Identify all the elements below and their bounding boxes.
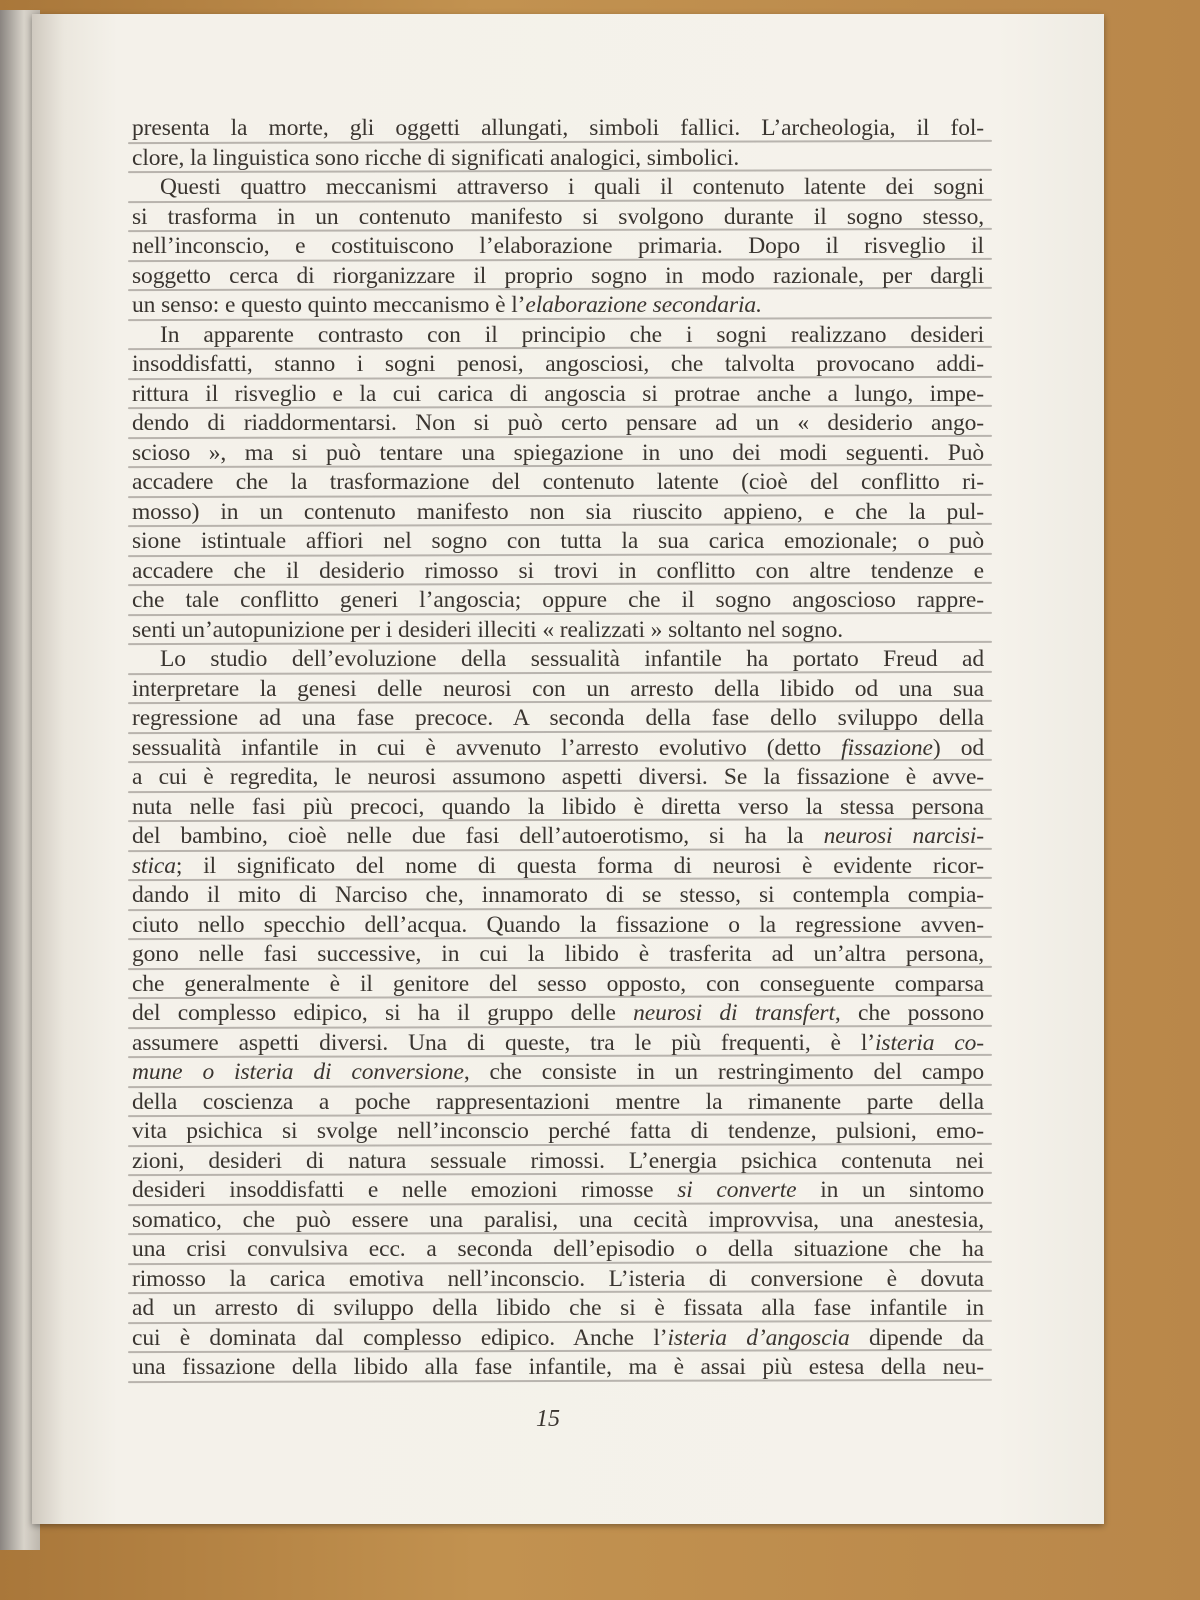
- text-line: [132, 911, 984, 941]
- italic-term: mune o isteria di conversione: [132, 1059, 464, 1085]
- text-line-content: [132, 675, 984, 705]
- text-line-content: [132, 1265, 984, 1295]
- text-segment: assumere aspetti diversi. Una di queste, tra le più frequenti, è l’: [132, 1029, 875, 1056]
- text-segment: che generalmente è il genitore del sesso opposto, con conseguente comparsa: [132, 970, 984, 997]
- text-line: [132, 557, 984, 587]
- text-line-content: [132, 114, 984, 144]
- text-segment: ciuto nello specchio dell’acqua. Quando la fissazione o la regressione avven-: [132, 911, 984, 938]
- text-line: [132, 1235, 984, 1265]
- text-segment: si trasforma in un contenuto manifesto si svolgono durante il sogno stesso,: [132, 203, 984, 230]
- text-segment: della coscienza a poche rappresentazioni mentre la rimanente parte della: [132, 1088, 984, 1115]
- text-segment: In apparente contrasto con il principio che i sogni realizzano desideri: [160, 321, 984, 348]
- text-line: [132, 144, 984, 174]
- text-line: [132, 380, 984, 410]
- text-line-content: [132, 852, 984, 882]
- text-segment: gono nelle fasi successive, in cui la libido è trasferita ad un’altra persona,: [132, 941, 984, 967]
- text-line: [132, 439, 984, 469]
- text-line-content: [160, 173, 984, 203]
- text-segment: accadere che la trasformazione del contenuto latente (cioè del conflitto ri-: [132, 469, 984, 495]
- italic-term: isteria co-: [874, 1029, 984, 1056]
- text-segment: regressione ad una fase precoce. A seconda della fase dello sviluppo della: [132, 705, 984, 731]
- text-segment: presenta la morte, gli oggetti allungati, simboli fallici. L’archeologia, il fol-: [132, 115, 984, 141]
- text-segment: soggetto cerca di riorganizzare il proprio sogno in modo razionale, per dargli: [132, 262, 984, 289]
- text-line-content: [132, 291, 984, 321]
- text-line-content: [132, 734, 984, 764]
- text-segment: , che consiste in un restringimento del campo: [463, 1059, 984, 1085]
- text-segment: cui è dominata dal complesso edipico. Anche l’: [132, 1324, 668, 1351]
- text-line-content: [160, 321, 984, 351]
- text-line-content: [132, 793, 984, 823]
- text-line: [132, 970, 984, 1000]
- text-line-content: [132, 439, 984, 469]
- text-line: [132, 586, 984, 616]
- text-segment: del complesso edipico, si ha il gruppo delle: [132, 1000, 634, 1026]
- text-line: [132, 1147, 984, 1177]
- text-line: [132, 527, 984, 557]
- text-line: [132, 763, 984, 793]
- book-page: [32, 14, 1104, 1524]
- text-segment: in un sintomo: [796, 1177, 984, 1203]
- text-segment: una fissazione della libido alla fase infantile, ma è assai più estesa della neu-: [132, 1354, 984, 1380]
- text-line-content: [132, 1088, 984, 1118]
- text-line: [132, 1029, 984, 1059]
- text-segment: nell’inconscio, e costituiscono l’elaborazione primaria. Dopo il risveglio il: [132, 233, 984, 259]
- text-segment: Questi quattro meccanismi attraverso i quali il contenuto latente dei sogni: [160, 174, 984, 200]
- text-line-content: [132, 527, 984, 557]
- text-line: [132, 498, 984, 528]
- text-line: [132, 1324, 984, 1354]
- text-segment: un senso: e questo quinto meccanismo è l’: [132, 292, 526, 318]
- text-line-content: [132, 704, 984, 734]
- text-line: [132, 940, 984, 970]
- text-line-content: [132, 1029, 984, 1059]
- text-line-content: [132, 616, 984, 646]
- text-line-content: [132, 498, 984, 528]
- text-segment: accadere che il desiderio rimosso si trovi in conflitto con altre tendenze e: [132, 557, 984, 584]
- italic-term: neurosi narcisi-: [823, 823, 984, 849]
- text-segment: Lo studio dell’evoluzione della sessualità infantile ha portato Freud ad: [160, 646, 984, 672]
- text-line-content: [132, 380, 984, 410]
- text-segment: del bambino, cioè nelle due fasi dell’autoerotismo, si ha la: [132, 823, 824, 849]
- text-line: [132, 114, 984, 144]
- text-line-content: [132, 468, 984, 498]
- text-segment: zioni, desideri di natura sessuale rimossi. L’energia psichica contenuta nei: [132, 1147, 984, 1174]
- italic-term: si converte: [677, 1177, 797, 1203]
- italic-term: fissazione: [841, 734, 933, 761]
- text-segment: ad un arresto di sviluppo della libido che si è fissata alla fase infantile in: [132, 1295, 984, 1321]
- text-line: [132, 616, 984, 646]
- text-line-content: [132, 144, 984, 174]
- italic-term: neurosi di transfert: [633, 1000, 835, 1026]
- text-line-content: [132, 262, 984, 292]
- text-segment: sessualità infantile in cui è avvenuto l’arresto evolutivo (detto: [132, 734, 842, 761]
- text-line: [132, 1294, 984, 1324]
- body-text: [132, 114, 984, 1383]
- text-line: [132, 852, 984, 882]
- text-line-content: [132, 911, 984, 941]
- text-line: [132, 232, 984, 262]
- text-segment: nuta nelle fasi più precoci, quando la libido è diretta verso la stessa persona: [132, 793, 984, 820]
- text-segment: ) od: [932, 734, 984, 761]
- text-line: [132, 321, 984, 351]
- text-segment: dendo di riaddormentarsi. Non si può certo pensare ad un « desiderio ango-: [132, 410, 984, 436]
- text-line-content: [132, 970, 984, 1000]
- text-segment: dando il mito di Narciso che, innamorato di se stesso, si contempla compia-: [132, 882, 984, 908]
- text-line-content: [132, 1206, 984, 1236]
- text-line: [132, 1265, 984, 1295]
- text-line: [132, 1058, 984, 1088]
- text-segment: , che possono: [834, 1000, 984, 1026]
- text-line-content: [132, 1058, 984, 1088]
- text-line: [132, 291, 984, 321]
- page-number: 15: [536, 1406, 560, 1432]
- text-segment: somatico, che può essere una paralisi, una cecità improvvisa, una anestesia,: [132, 1206, 984, 1233]
- text-segment: rimosso la carica emotiva nell’inconscio. L’isteria di conversione è dovuta: [132, 1265, 984, 1292]
- text-line: [132, 409, 984, 439]
- text-line-content: [132, 1117, 984, 1147]
- text-line-content: [132, 232, 984, 262]
- text-line-content: [160, 645, 984, 675]
- text-line-content: [132, 1353, 984, 1383]
- text-line: [132, 350, 984, 380]
- text-segment: dipende da: [849, 1324, 984, 1351]
- text-line-content: [132, 1147, 984, 1177]
- text-line-content: [132, 1176, 984, 1206]
- text-line: [132, 173, 984, 203]
- text-line-content: [132, 350, 984, 380]
- text-line: [132, 704, 984, 734]
- text-line: [132, 999, 984, 1029]
- text-segment: che tale conflitto generi l’angoscia; oppure che il sogno angoscioso rappre-: [132, 587, 984, 613]
- text-line: [132, 881, 984, 911]
- text-segment: scioso », ma si può tentare una spiegazione in uno dei modi seguenti. Può: [132, 439, 984, 466]
- text-line: [132, 1206, 984, 1236]
- text-segment: desideri insoddisfatti e nelle emozioni rimosse: [132, 1177, 678, 1203]
- italic-term: elaborazione secondaria.: [525, 292, 762, 318]
- text-segment: ; il significato del nome di questa forma di neurosi è evidente ricor-: [175, 852, 984, 879]
- text-line: [132, 645, 984, 675]
- text-line: [132, 1176, 984, 1206]
- text-segment: clore, la linguistica sono ricche di significati analogici, simbolici.: [132, 144, 740, 171]
- text-line: [132, 1117, 984, 1147]
- text-segment: mosso) in un contenuto manifesto non sia riuscito appieno, e che la pul-: [132, 498, 984, 525]
- text-line-content: [132, 1324, 984, 1354]
- text-line-content: [132, 557, 984, 587]
- text-segment: sione istintuale affiori nel sogno con tutta la sua carica emozionale; o può: [132, 528, 984, 554]
- text-line: [132, 1353, 984, 1383]
- text-line: [132, 1088, 984, 1118]
- text-segment: interpretare la genesi delle neurosi con un arresto della libido od una sua: [132, 675, 984, 702]
- text-segment: insoddisfatti, stanno i sogni penosi, angosciosi, che talvolta provocano addi-: [132, 351, 984, 377]
- text-line: [132, 675, 984, 705]
- text-line-content: [132, 1294, 984, 1324]
- text-line-content: [132, 822, 984, 852]
- text-segment: vita psichica si svolge nell’inconscio perché fatta di tendenze, pulsioni, emo-: [132, 1118, 984, 1144]
- text-line: [132, 734, 984, 764]
- text-line-content: [132, 999, 984, 1029]
- text-line-content: [132, 763, 984, 793]
- text-segment: senti un’autopunizione per i desideri illeciti « realizzati » soltanto nel sogno.: [132, 616, 844, 643]
- text-line: [132, 793, 984, 823]
- text-segment: rittura il risveglio e la cui carica di angoscia si protrae anche a lungo, impe-: [132, 380, 984, 407]
- text-line: [132, 468, 984, 498]
- text-line: [132, 822, 984, 852]
- italic-term: isteria d’angoscia: [667, 1324, 850, 1351]
- text-line-content: [132, 203, 984, 233]
- italic-term: stica: [132, 852, 176, 879]
- text-line-content: [132, 586, 984, 616]
- text-line-content: [132, 940, 984, 970]
- text-line-content: [132, 409, 984, 439]
- text-segment: a cui è regredita, le neurosi assumono aspetti diversi. Se la fissazione è avve-: [132, 764, 984, 790]
- text-line-content: [132, 881, 984, 911]
- text-line-content: [132, 1235, 984, 1265]
- text-segment: una crisi convulsiva ecc. a seconda dell’episodio o della situazione che ha: [132, 1236, 984, 1262]
- text-line: [132, 262, 984, 292]
- text-line: [132, 203, 984, 233]
